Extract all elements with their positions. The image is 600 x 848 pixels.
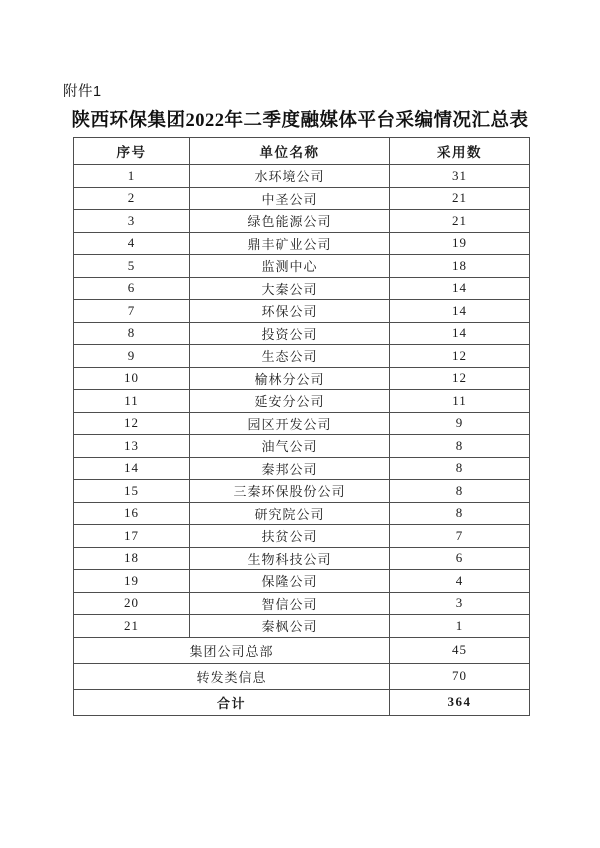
cell-name: 榆林分公司	[190, 367, 390, 390]
cell-no: 20	[74, 592, 190, 615]
cell-summary-count: 45	[390, 637, 530, 663]
cell-count: 12	[390, 367, 530, 390]
cell-total-label: 合计	[74, 689, 390, 715]
summary-table	[73, 137, 530, 716]
table-row	[74, 592, 530, 615]
cell-name: 延安分公司	[190, 390, 390, 413]
table-row	[74, 210, 530, 233]
table-row	[74, 570, 530, 593]
cell-no: 8	[74, 322, 190, 345]
cell-count: 12	[390, 345, 530, 368]
cell-summary-label: 转发类信息	[74, 663, 390, 689]
cell-count: 21	[390, 210, 530, 233]
cell-count: 8	[390, 480, 530, 503]
table-row	[74, 367, 530, 390]
table-row	[74, 457, 530, 480]
cell-no: 18	[74, 547, 190, 570]
cell-count: 9	[390, 412, 530, 435]
cell-name: 园区开发公司	[190, 412, 390, 435]
cell-count: 3	[390, 592, 530, 615]
table-row	[74, 255, 530, 278]
cell-no: 9	[74, 345, 190, 368]
cell-count: 14	[390, 300, 530, 323]
cell-no: 4	[74, 232, 190, 255]
cell-count: 4	[390, 570, 530, 593]
cell-name: 投资公司	[190, 322, 390, 345]
cell-name: 绿色能源公司	[190, 210, 390, 233]
cell-no: 19	[74, 570, 190, 593]
cell-no: 21	[74, 615, 190, 638]
table-row	[74, 547, 530, 570]
header-cell-name: 单位名称	[190, 138, 390, 165]
cell-count: 18	[390, 255, 530, 278]
cell-name: 生物科技公司	[190, 547, 390, 570]
table-row	[74, 615, 530, 638]
header-row	[74, 138, 530, 165]
cell-count: 14	[390, 277, 530, 300]
cell-name: 环保公司	[190, 300, 390, 323]
cell-count: 6	[390, 547, 530, 570]
cell-no: 13	[74, 435, 190, 458]
table-row	[74, 165, 530, 188]
cell-name: 大秦公司	[190, 277, 390, 300]
cell-no: 6	[74, 277, 190, 300]
cell-no: 10	[74, 367, 190, 390]
cell-name: 智信公司	[190, 592, 390, 615]
cell-count: 21	[390, 187, 530, 210]
page-title: 陕西环保集团2022年二季度融媒体平台采编情况汇总表	[71, 111, 529, 131]
cell-count: 8	[390, 435, 530, 458]
cell-no: 12	[74, 412, 190, 435]
cell-name: 鼎丰矿业公司	[190, 232, 390, 255]
cell-name: 扶贫公司	[190, 525, 390, 548]
summary-row	[74, 663, 530, 689]
cell-count: 11	[390, 390, 530, 413]
cell-count: 8	[390, 502, 530, 525]
table-row	[74, 322, 530, 345]
cell-count: 7	[390, 525, 530, 548]
cell-name: 生态公司	[190, 345, 390, 368]
cell-count: 1	[390, 615, 530, 638]
table-row	[74, 187, 530, 210]
table-row	[74, 435, 530, 458]
cell-count: 14	[390, 322, 530, 345]
cell-name: 保隆公司	[190, 570, 390, 593]
cell-no: 14	[74, 457, 190, 480]
cell-no: 15	[74, 480, 190, 503]
cell-no: 1	[74, 165, 190, 188]
table-row	[74, 502, 530, 525]
total-row	[74, 689, 530, 715]
summary-row	[74, 637, 530, 663]
cell-no: 5	[74, 255, 190, 278]
table-row	[74, 480, 530, 503]
cell-no: 17	[74, 525, 190, 548]
cell-name: 水环境公司	[190, 165, 390, 188]
cell-no: 2	[74, 187, 190, 210]
cell-count: 8	[390, 457, 530, 480]
header-cell-no: 序号	[74, 138, 190, 165]
cell-name: 秦枫公司	[190, 615, 390, 638]
cell-name: 油气公司	[190, 435, 390, 458]
cell-name: 秦邦公司	[190, 457, 390, 480]
cell-no: 3	[74, 210, 190, 233]
header-cell-count: 采用数	[390, 138, 530, 165]
table-row	[74, 525, 530, 548]
table-row	[74, 300, 530, 323]
cell-no: 7	[74, 300, 190, 323]
table-body	[74, 165, 530, 716]
cell-summary-label: 集团公司总部	[74, 637, 390, 663]
table-row	[74, 232, 530, 255]
cell-name: 三秦环保股份公司	[190, 480, 390, 503]
cell-no: 16	[74, 502, 190, 525]
table-row	[74, 390, 530, 413]
cell-name: 监测中心	[190, 255, 390, 278]
cell-no: 11	[74, 390, 190, 413]
table-row	[74, 277, 530, 300]
cell-count: 19	[390, 232, 530, 255]
cell-name: 中圣公司	[190, 187, 390, 210]
attachment-label: 附件1	[63, 84, 102, 100]
table-row	[74, 412, 530, 435]
table-row	[74, 345, 530, 368]
cell-total-count: 364	[390, 689, 530, 715]
cell-count: 31	[390, 165, 530, 188]
cell-summary-count: 70	[390, 663, 530, 689]
cell-name: 研究院公司	[190, 502, 390, 525]
